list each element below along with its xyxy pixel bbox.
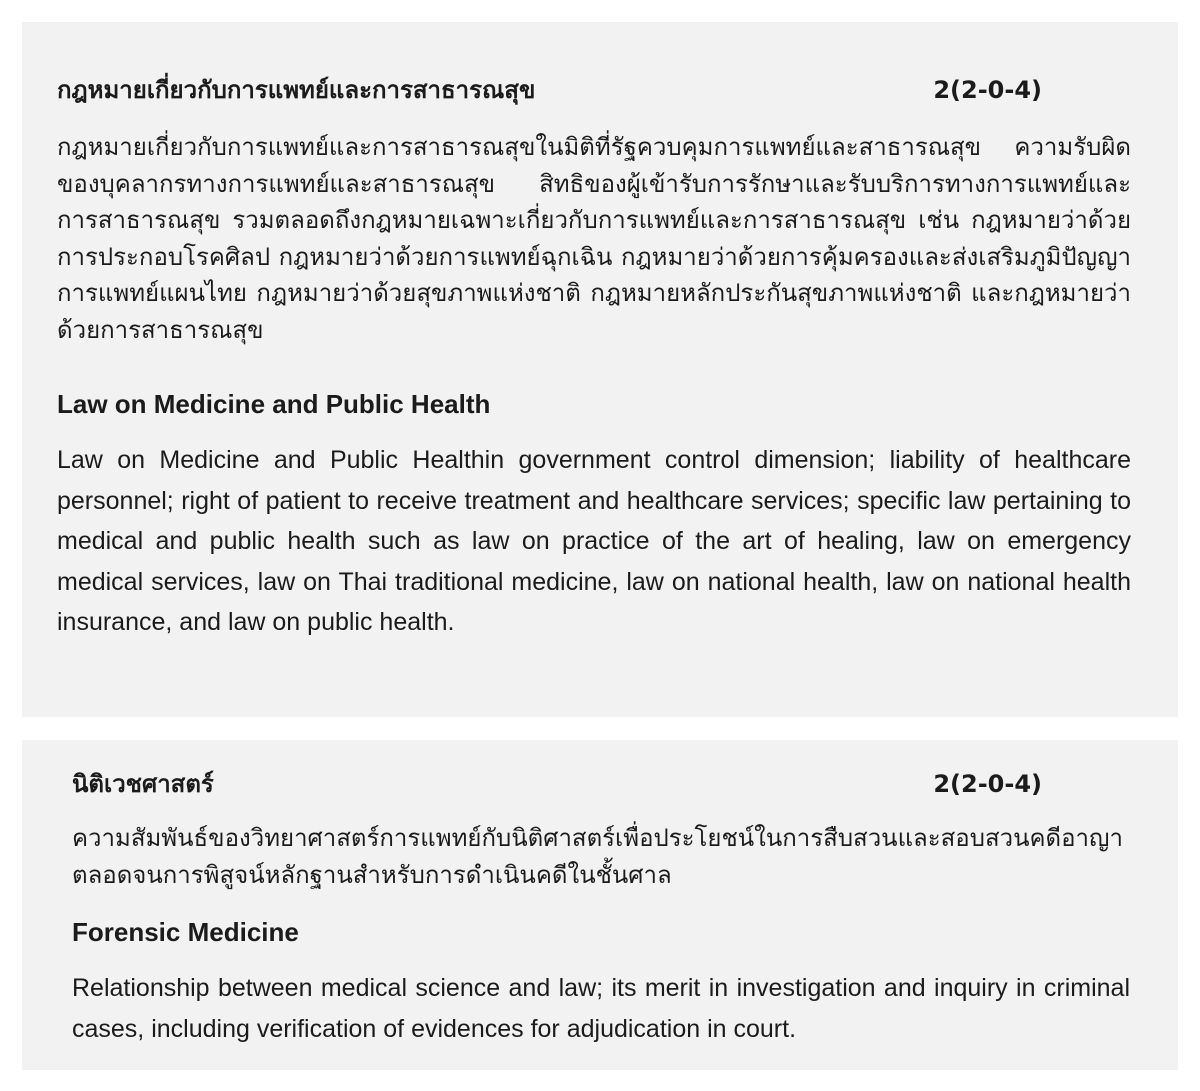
course-thai-title: นิติเวชศาสตร์	[72, 770, 214, 798]
course-thai-description: กฎหมายเกี่ยวกับการแพทย์และการสาธารณสุขในมิติที่รัฐควบคุมการแพทย์และสาธารณสุข ความรับผิดของบุคลากรทางการแพทย์และสาธารณสุข สิทธิของผู้เข้ารับการรักษาและรับบริการทางการแพทย์และการสาธารณสุข รวมตลอดถึงกฎหมายเฉพาะเกี่ยวกับการแพทย์และการสาธารณสุข เช่น กฎหมายว่าด้วยการประกอบโรคศิลป กฎหมายว่าด้วยการแพทย์ฉุกเฉิน กฎหมายว่าด้วยการคุ้มครองและส่งเสริมภูมิปัญญาการแพทย์แผนไทย กฎหมายว่าด้วยสุขภาพแห่งชาติ กฎหมายหลักประกันสุขภาพแห่งชาติ และกฎหมายว่าด้วยการสาธารณสุข	[57, 133, 1131, 344]
course-thai-description: ความสัมพันธ์ของวิทยาศาสตร์การแพทย์กับนิติศาสตร์เพื่อประโยชน์ในการสืบสวนและสอบสวนคดีอาญา ตลอดจนการพิสูจน์หลักฐานสำหรับการดำเนินคดีในชั้นศาล	[72, 824, 1123, 889]
course-english-description: Law on Medicine and Public Healthin government control dimension; liability of healthcare personnel; right of patient to receive treatment and healthcare services; specific law pertaining to medical and public health such as law on practice of the art of healing, law on emergency medical services, law on Thai traditional medicine, law on national health, law on national health insurance, and law on public health.	[57, 446, 1131, 636]
course-credits: 2(2-0-4)	[933, 770, 1042, 798]
course-header	[72, 768, 1042, 800]
course-english-title: Forensic Medicine	[72, 917, 299, 947]
course-thai-title: กฎหมายเกี่ยวกับการแพทย์และการสาธารณสุข	[57, 76, 536, 104]
course-english-title: Law on Medicine and Public Health	[57, 389, 491, 419]
course-card	[22, 22, 1178, 717]
course-header	[57, 74, 1042, 106]
course-credits: 2(2-0-4)	[933, 76, 1042, 104]
course-english-description: Relationship between medical science and law; its merit in investigation and inquiry in criminal cases, including verification of evidences for adjudication in court.	[72, 974, 1130, 1043]
course-card	[22, 740, 1178, 1070]
